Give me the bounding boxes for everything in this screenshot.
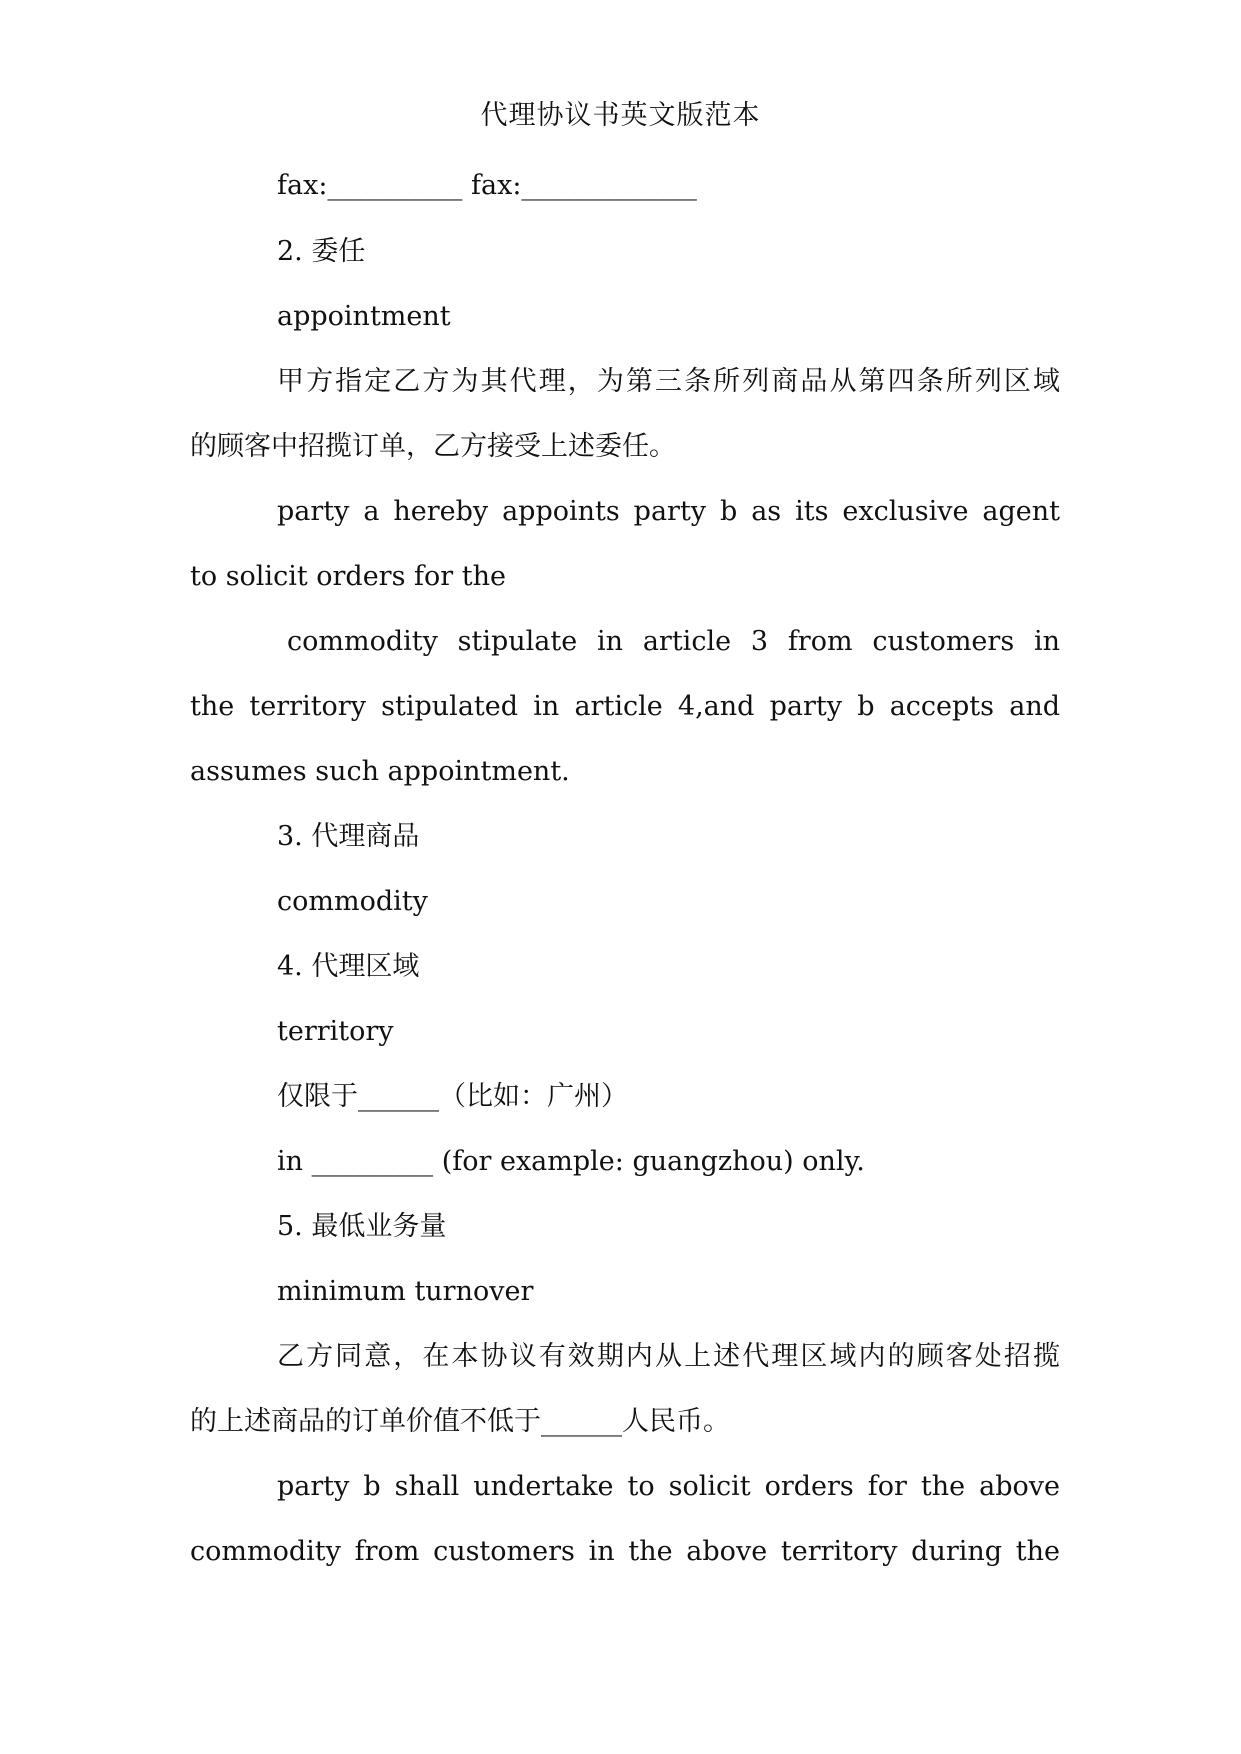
section-3-heading: 3. 代理商品 (277, 821, 420, 852)
paragraph-line: 的顾客中招揽订单，乙方接受上述委任。 (190, 431, 676, 462)
paragraph-line: 乙方同意，在本协议有效期内从上述代理区域内的顾客处招揽 (277, 1341, 1060, 1372)
territory-line-en: in _________ (for example: guangzhou) only. (277, 1146, 865, 1177)
paragraph-line: party b shall undertake to solicit orders for the above (277, 1471, 1060, 1502)
section-5-heading: 5. 最低业务量 (277, 1211, 447, 1242)
paragraph-line: assumes such appointment. (190, 756, 570, 787)
section-2-heading: 2. 委任 (277, 236, 366, 267)
section-4-heading-en: territory (277, 1016, 394, 1047)
section-3-heading-en: commodity (277, 886, 428, 917)
paragraph-line: commodity stipulate in article 3 from customers in (287, 626, 1060, 657)
paragraph-line: party a hereby appoints party b as its exclusive agent (277, 496, 1060, 527)
territory-line-cn: 仅限于______（比如：广州） (277, 1081, 628, 1112)
paragraph-line: 的上述商品的订单价值不低于______人民币。 (190, 1406, 730, 1437)
section-2-heading-en: appointment (277, 301, 451, 332)
paragraph-line: the territory stipulated in article 4,and party b accepts and (190, 691, 1060, 722)
paragraph-line: commodity from customers in the above territory during the (190, 1536, 1060, 1567)
fax-line: fax:__________ fax:_____________ (277, 170, 697, 201)
paragraph-line: to solicit orders for the (190, 561, 506, 592)
section-5-heading-en: minimum turnover (277, 1276, 534, 1307)
document-title: 代理协议书英文版范本 (480, 100, 761, 131)
paragraph-line: 甲方指定乙方为其代理，为第三条所列商品从第四条所列区域 (277, 366, 1060, 397)
section-4-heading: 4. 代理区域 (277, 951, 420, 982)
